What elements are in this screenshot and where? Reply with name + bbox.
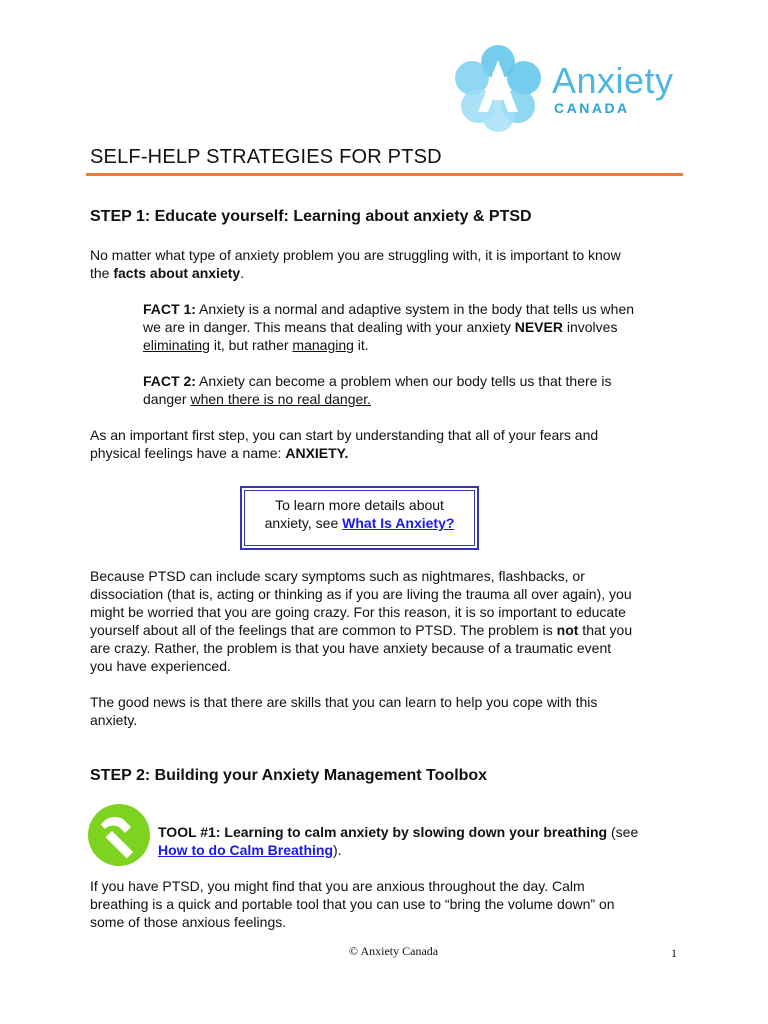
hammer-icon [87,803,151,867]
no-real-danger-underline: when there is no real danger. [190,391,372,407]
anxiety-canada-logo-icon [448,42,548,134]
intro-paragraph [90,246,621,282]
ptsd-paragraph: If you have PTSD, you might find that you are anxious throughout the day. Calm breathing is a quick and portable tool that you can use to “bring the volume down” on some of those anxious feelings. [90,878,615,930]
info-box: To learn more details about anxiety, see What Is Anxiety? [240,486,479,550]
footer-copyright: © Anxiety Canada [349,944,439,958]
facts-about-anxiety: facts about anxiety [113,265,241,281]
what-is-anxiety-link[interactable]: What Is Anxiety? [342,515,455,531]
info-box-line-1: To learn more details about [275,497,444,513]
tool-1: TOOL #1: Learning to calm anxiety by slowing down your breathing (see How to do Calm Breathing). [158,824,639,858]
because-paragraph: Because PTSD can include scary symptoms such as nightmares, flashbacks, or dissociation (that is, acting or thinking as if you are living the trauma all over again), you might be worried that you are going crazy. For this reason, it is so important to educate yourself about all of the feelings that are common to PTSD. The problem is not that you are crazy. Rather, the problem is that you have anxiety because of a traumatic event you have experienced. [90,568,633,674]
intro-line-2: the facts about anxiety. [90,265,245,281]
eliminating-underline: eliminating [143,337,210,353]
logo [448,42,688,132]
logo-sub: CANADA [554,100,630,116]
never-emphasis: NEVER [514,319,563,335]
step2-heading: STEP 2: Building your Anxiety Management Toolbox [90,767,488,784]
step1-heading: STEP 1: Educate yourself: Learning about anxiety & PTSD [90,208,532,225]
first-step-paragraph: As an important first step, you can start by understanding that all of your fears and physical feelings have a name: ANXIETY. [90,427,599,461]
page-title: SELF-HELP STRATEGIES FOR PTSD [90,146,442,168]
fact-2: FACT 2: Anxiety can become a problem when our body tells us that there is danger when there is no real danger. [143,373,612,407]
tool-1-label: TOOL #1: Learning to calm anxiety by slowing down your breathing [158,824,608,840]
page-number: 1 [671,946,677,960]
anxiety-name: ANXIETY. [285,445,349,461]
logo-name: Anxiety [552,60,674,101]
fact-2-label: FACT 2: [143,373,196,389]
not-emphasis: not [556,622,579,638]
intro-line-1: No matter what type of anxiety problem you are struggling with, it is important to know [90,247,621,263]
title-divider [86,173,683,176]
good-news-paragraph: The good news is that there are skills that you can learn to help you cope with this anxiety. [90,694,598,728]
calm-breathing-link[interactable]: How to do Calm Breathing [158,842,333,858]
managing-underline: managing [292,337,354,353]
fact-1-label: FACT 1: [143,301,196,317]
fact-1: FACT 1: Anxiety is a normal and adaptive system in the body that tells us when we are in danger. This means that dealing with your anxiety NEVER involves eliminating it, but rather managing it. [143,301,635,353]
